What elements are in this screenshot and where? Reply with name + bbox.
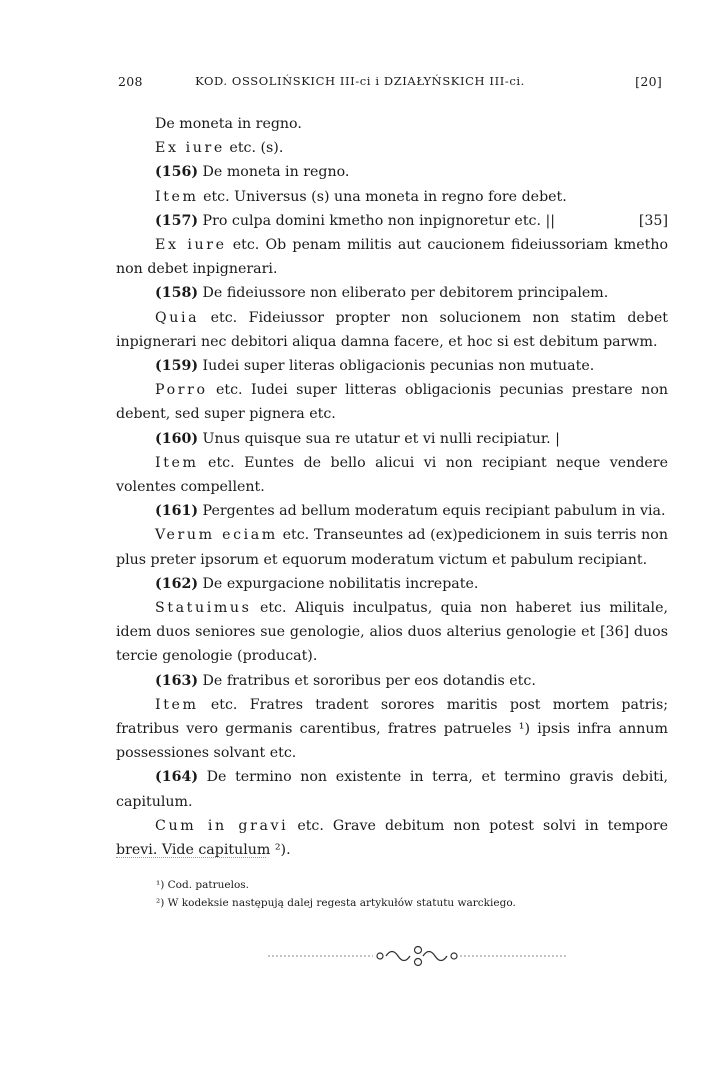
section-heading: De moneta in regno. <box>155 116 302 132</box>
article-text: Item etc. Euntes de bello alicui vi non recipiant neque vendere volentes compellent. <box>116 454 668 496</box>
article-text: Statuimus etc. Aliquis inculpatus, quia non haberet ius militale, idem duos seniores sue genologie, alios duos alterius genologie et [36] duos tercie genologie (producat). <box>116 600 668 665</box>
article-text: Porro etc. Iudei super litteras obligacionis pecunias prestare non debent, sed super pignera etc. <box>116 382 668 423</box>
section-number: [20] <box>635 74 662 89</box>
article-heading: (162) De expurgacione nobilitatis increpate. <box>155 575 479 592</box>
article-heading: (160) Unus quisque sua re utatur et vi nulli recipiatur. | <box>155 430 560 447</box>
article-text: Item etc. Fratres tradent sorores maritis post mortem patris; fratribus vero germanis carentibus, fratres patrueles ¹) ipsis infra annum possessiones solvant etc. <box>116 696 668 762</box>
article-heading: (163) De fratribus et sororibus per eos dotandis etc. <box>155 672 536 689</box>
text-body <box>116 112 668 862</box>
article-heading: (158) De fideiussore non eliberato per debitorem principalem. <box>155 285 609 302</box>
ornament-divider <box>268 944 568 968</box>
footnote-divider <box>116 857 266 858</box>
article-heading: (161) Pergentes ad bellum moderatum equis recipiant pabulum in via. <box>155 503 666 520</box>
article-text: Verum eciam etc. Transeuntes ad (ex)pedicionem in suis terris non plus preter ipsorum et equorum moderatum victum et pabulum recipiant. <box>116 527 668 568</box>
footnote: ¹) Cod. patruelos. <box>156 879 249 891</box>
article-text: Cum in gravi etc. Grave debitum non potest solvi in tempore brevi. Vide capitulum ²). <box>116 817 668 859</box>
article-text: Quia etc. Fideiussor propter non solucionem non statim debet inpignerari nec debitori aliqua damna facere, et hoc si est debitum parwm. <box>116 309 668 350</box>
article-heading: (157) Pro culpa domini kmetho non inpignoretur etc. || [35] <box>116 209 668 233</box>
article-text: Item etc. Universus (s) una moneta in regno fore debet. <box>155 188 567 205</box>
article-text: Ex iure etc. Ob penam militis aut caucionem fideiussoriam kmetho non debet inpignerari. <box>116 237 668 278</box>
running-title: KOD. OSSOLIŃSKICH III-ci i DZIAŁYŃSKICH III-ci. <box>195 74 525 88</box>
article-heading: (164) De termino non existente in terra, et termino gravis debiti, capitulum. <box>116 769 668 810</box>
footnotes <box>156 876 516 912</box>
footnote: ²) W kodeksie następują dalej regesta artykułów statutu warckiego. <box>156 897 516 909</box>
article-text: Ex iure etc. (s). <box>155 140 284 157</box>
page-number: 208 <box>118 74 143 89</box>
margin-reference: [35] <box>638 212 668 229</box>
article-heading: (156) De moneta in regno. <box>155 164 350 181</box>
article-heading: (159) Iudei super literas obligacionis pecunias non mutuate. <box>155 358 595 375</box>
